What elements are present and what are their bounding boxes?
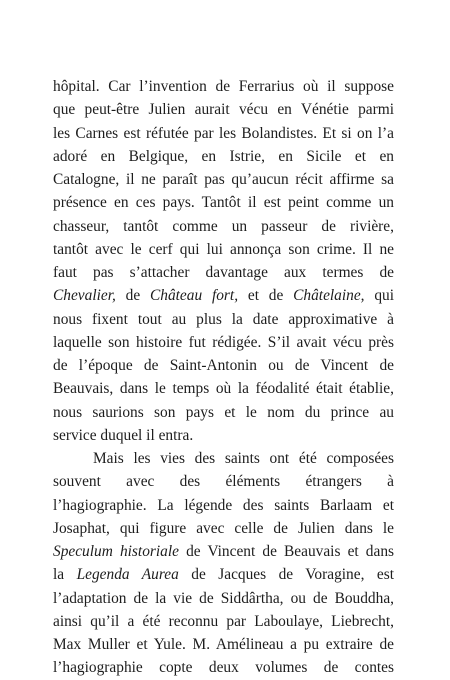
- text-line: chasseur, tantôt comme un passeur de rivière,: [53, 217, 394, 235]
- text-line: de l’époque de Saint-Antonin ou de Vincent de: [53, 357, 394, 374]
- text-line: hôpital. Car l’invention de Ferrarius où il suppose: [53, 78, 394, 95]
- text-line: l’adaptation de la vie de Siddârtha, ou de Bouddha,: [53, 589, 394, 607]
- text-line: nous saurions son pays et le nom du prince au: [53, 403, 394, 421]
- text-line: présence en ces pays. Tantôt il est peint comme un: [53, 194, 394, 212]
- text-run: qui: [364, 287, 395, 305]
- text-line: l’hagiographie copte deux volumes de contes: [53, 659, 394, 677]
- text-line: [53, 540, 394, 563]
- italic-title: Legenda Aurea: [76, 566, 179, 584]
- text-line: Beauvais, dans le temps où la féodalité était établie,: [53, 380, 394, 398]
- paragraph-2: [53, 447, 394, 680]
- text-line: nous fixent tout au plus la date approximative à: [53, 310, 394, 328]
- text-line: service duquel il entra.: [53, 426, 194, 444]
- text-run: et de: [238, 287, 294, 305]
- paragraph-1: [53, 75, 394, 447]
- text-run: la: [53, 566, 77, 584]
- text-line: l’hagiographie. La légende des saints Barlaam et: [53, 496, 394, 514]
- text-run: de: [115, 287, 150, 305]
- text-line: que peut-être Julien aurait vécu en Vénétie parmi: [53, 101, 394, 119]
- text-line: Josaphat, qui figure avec celle de Julien dans le: [53, 519, 394, 537]
- text-line: ainsi qu’il a été reconnu par Laboulaye, Liebrecht,: [53, 612, 394, 630]
- text-line: souvent avec des éléments étrangers à: [53, 473, 394, 491]
- text-run: de Vincent de Beauvais et dans: [178, 543, 395, 560]
- text-line: faut pas s’attacher davantage aux termes de: [53, 264, 394, 281]
- text-line: Catalogne, il ne paraît pas qu’aucun récit affirme sa: [53, 171, 394, 188]
- text-line: adoré en Belgique, en Istrie, en Sicile et en: [53, 147, 394, 165]
- text-line: Mais les vies des saints ont été composées: [93, 450, 394, 467]
- text-line: les Carnes est réfutée par les Bolandistes. Et si on l’a: [53, 124, 394, 142]
- italic-term: Châtelaine,: [293, 287, 365, 305]
- italic-term: Chevalier,: [53, 287, 116, 305]
- text-line: laquelle son histoire fut rédigée. S’il avait vécu près: [53, 333, 394, 351]
- text-run: de Jacques de Voragine, est: [178, 566, 394, 584]
- italic-title: Speculum historiale: [53, 543, 179, 560]
- text-line: tantôt avec le cerf qui lui annonça son crime. Il ne: [53, 240, 394, 258]
- body-text: [53, 75, 394, 680]
- text-line: [53, 284, 394, 307]
- italic-term: Château fort,: [150, 287, 239, 305]
- text-line: Max Muller et Yule. M. Amélineau a pu extraire de: [53, 636, 394, 653]
- text-line: [53, 563, 394, 586]
